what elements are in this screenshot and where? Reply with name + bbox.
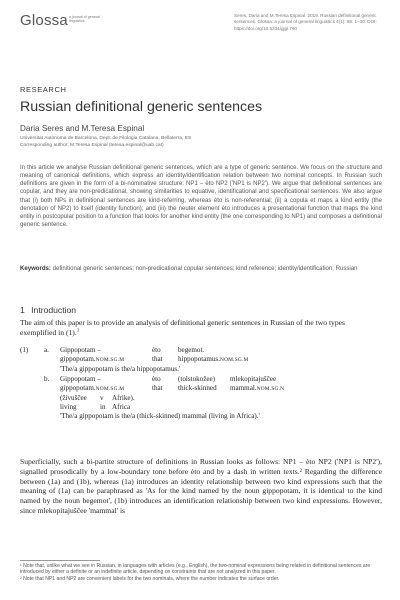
article-type: RESEARCH — [20, 85, 67, 94]
abstract: In this article we analyse Russian definitional generic sentences, which are a type of generic sentence. We focus on the structure and meaning of canonical definitions, which express an identity/identification relation between two nominal concepts. In Russian such definitions are given in the form of a bi-nominative structure: NP1 – èto NP2 ('NP1 is NP2'). We argue that definitional sentences are copular, and they are non-predicational, showing similarities to equative, identificational and specificational sentences. We also argue that (i) both NPs in definitional sentences are kind-referring, whereas èto is non-referential; (ii) a copula et maps a kind entity (the denotation of NP2) to itself (identity function); and (iii) the neuter element èto introduces a presentational function that maps the kind entity in postcopular position to a function that looks for another kind entity (the one corresponding to NP1) and composes a definitional generic sentence. — [20, 165, 382, 229]
example-b-translation: 'The/a gippopotam is the/a (thick-skinned) mammal (living in Africa).' — [60, 412, 260, 421]
body-paragraph: Superficially, such a bi-partite structure of definitions in Russian looks as follows: NP1 – èto NP2 ('NP1 is NP2'), signalled prosodically by a low-boundary tone before èto and by a dash in written texts.² Regarding the difference between (1a) and (1b), whereas (1a) introduces an identity relationship between two kind expressions such that the meaning of (1a) can be paraphrased as 'As for the kind named by the noun gippopotam, it is identical to the kind named by the noun begemot', (1b) introduces an identification relationship between two kind expressions. However, since mlekopitajuščee 'mammal' is — [20, 457, 382, 515]
example-b-gloss: gippopotam.NOM.SG.M — [60, 384, 125, 393]
journal-logo-subtitle: a journal of general linguistics — [69, 15, 100, 24]
keywords-label: Keywords: — [20, 266, 51, 272]
section-heading-introduction — [20, 305, 76, 315]
footnote-divider — [20, 560, 100, 561]
section-number: 1 — [20, 305, 25, 315]
article-authors: Daria Seres and M.Teresa Espinal — [20, 124, 145, 133]
example-b-word: mlekopitajuščee — [230, 375, 277, 383]
article-title: Russian definitional generic sentences — [20, 99, 263, 115]
example-b-gloss: in — [100, 402, 106, 411]
intro-text: The aim of this paper is to provide an analysis of definitional generic sentences in Russian of the two types exemplified in (1). — [20, 318, 345, 337]
example-number: (1) — [20, 346, 29, 354]
example-b-word: Gippopotam – — [60, 375, 101, 383]
section-title: Introduction — [31, 305, 77, 315]
example-a-gloss: gippopotam.NOM.SG.M — [60, 355, 125, 364]
example-b-word: v — [100, 393, 104, 402]
example-b-word: (tolstokožee) — [178, 375, 216, 383]
journal-header — [20, 12, 382, 44]
example-a-label: a. — [44, 346, 49, 354]
keywords-text: definitional generic sentences; non-predicational copular sentences; kind reference; identity/identification; Russian — [52, 266, 358, 272]
footnote-2: ² Note that NP1 and NP2 are convenient labels for the two nominals, where the number indicates the surface order. — [20, 576, 280, 583]
example-b-word: èto — [152, 375, 161, 383]
footnote-ref-1[interactable]: 1 — [76, 327, 80, 334]
keywords — [20, 265, 382, 273]
example-b-gloss: that — [152, 384, 163, 393]
example-a-word: Gippopotam – — [60, 346, 101, 354]
footnote-1: ¹ Note that, unlike what we see in Russian, in languages with articles (e.g., English), the two-nominal expressions being related in definitional sentences are introduced by either a definite or an indefinite article, depending on constraints that are not analyzed in this paper. — [20, 563, 371, 576]
example-b-gloss: thick-skinned — [178, 384, 217, 393]
example-b-word: Afrike). — [112, 393, 135, 402]
example-a-gloss: hippopotamus.NOM.SG.M — [178, 355, 249, 364]
example-a-word: èto — [152, 346, 161, 354]
example-a-gloss: that — [152, 355, 163, 364]
example-b-gloss: living — [60, 402, 77, 411]
intro-paragraph — [20, 318, 382, 337]
citation-text: Seres, Daria and M.Teresa Espinal. 2019. Russian definitional generic sentences. Glossa: a journal of general linguistics 4(1): 59. 1–30. DOI: https://doi.org/10.5334/gjgl.760 — [234, 13, 377, 31]
example-b-word: (živuščee — [60, 393, 87, 402]
corresponding-author: Corresponding author: M.Teresa Espinal (teresa.espinal@uab.cat) — [20, 142, 164, 148]
affiliation: Universitat Autònoma de Barcelona, Dept. de Filologia Catalana, Bellaterra, ES — [20, 136, 192, 141]
example-b-label: b. — [44, 375, 50, 383]
example-a-translation: 'The/a gippopotam is the/a hippopotamus.' — [60, 364, 181, 373]
example-b-gloss: mammal.NOM.SG.N — [230, 384, 285, 393]
journal-logo: Glossa — [20, 12, 68, 29]
example-b-gloss: Africa — [112, 402, 131, 411]
footnotes — [20, 563, 382, 583]
example-a-word: begemot. — [178, 346, 205, 354]
affiliation-block — [20, 136, 191, 149]
